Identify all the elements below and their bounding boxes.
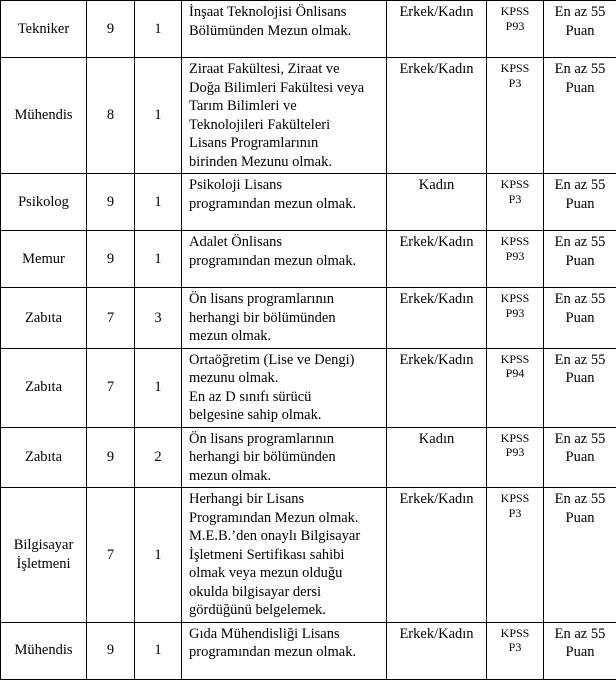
condition-line: programından mezun olmak.	[189, 195, 382, 214]
quota-value: 2	[154, 449, 161, 465]
gender-value: Erkek/Kadın	[399, 291, 473, 307]
kpss-cell	[487, 427, 544, 488]
table-row	[1, 348, 616, 427]
gender-cell	[387, 1, 487, 58]
quota-value: 1	[154, 194, 161, 210]
score-unit: Puan	[544, 22, 616, 41]
condition-line: Bölümünden Mezun olmak.	[189, 22, 382, 41]
score-cell	[544, 288, 616, 349]
position-title-cell	[1, 622, 87, 679]
condition-line: programından mezun olmak.	[189, 643, 382, 662]
position-title: Psikolog	[1, 193, 86, 212]
position-title: Mühendis	[1, 641, 86, 660]
score-value: En az 55	[544, 351, 616, 370]
quota-value: 1	[154, 379, 161, 395]
count-value: 9	[107, 449, 114, 465]
gender-value: Erkek/Kadın	[399, 61, 473, 77]
condition-cell	[182, 174, 387, 231]
score-cell	[544, 1, 616, 58]
gender-cell	[387, 288, 487, 349]
score-unit: Puan	[544, 369, 616, 388]
kpss-type: P93	[487, 249, 543, 264]
score-cell	[544, 488, 616, 623]
condition-line: En az D sınıfı sürücü	[189, 388, 382, 407]
condition-line: İnşaat Teknolojisi Önlisans	[189, 3, 382, 22]
table-row	[1, 622, 616, 679]
gender-value: Kadın	[419, 177, 454, 193]
quota-cell	[135, 58, 182, 174]
condition-cell	[182, 1, 387, 58]
kpss-label: KPSS	[487, 626, 543, 641]
kpss-type: P94	[487, 366, 543, 381]
count-cell	[87, 231, 135, 288]
count-value: 9	[107, 194, 114, 210]
condition-line: Adalet Önlisans	[189, 233, 382, 252]
kpss-type: P3	[487, 506, 543, 521]
table-row	[1, 231, 616, 288]
condition-line: Ön lisans programlarının	[189, 290, 382, 309]
position-title-cell	[1, 288, 87, 349]
kpss-label: KPSS	[487, 291, 543, 306]
score-cell	[544, 427, 616, 488]
score-value: En az 55	[544, 233, 616, 252]
score-value: En az 55	[544, 290, 616, 309]
condition-line: Ziraat Fakültesi, Ziraat ve	[189, 60, 382, 79]
quota-cell	[135, 348, 182, 427]
condition-cell	[182, 288, 387, 349]
score-cell	[544, 622, 616, 679]
count-value: 7	[107, 310, 114, 326]
quota-cell	[135, 1, 182, 58]
score-unit: Puan	[544, 79, 616, 98]
position-title: Mühendis	[1, 106, 86, 125]
score-unit: Puan	[544, 643, 616, 662]
count-cell	[87, 174, 135, 231]
condition-cell	[182, 427, 387, 488]
count-value: 9	[107, 251, 114, 267]
score-unit: Puan	[544, 195, 616, 214]
kpss-cell	[487, 58, 544, 174]
gender-cell	[387, 58, 487, 174]
position-title: Zabıta	[1, 309, 86, 328]
kpss-cell	[487, 622, 544, 679]
position-title: Zabıta	[1, 448, 86, 467]
position-title-cell	[1, 427, 87, 488]
quota-value: 1	[154, 642, 161, 658]
count-value: 7	[107, 547, 114, 563]
condition-line: Lisans Programlarının	[189, 134, 382, 153]
condition-line: Ön lisans programlarının	[189, 430, 382, 449]
condition-line: belgesine sahip olmak.	[189, 406, 382, 425]
score-value: En az 55	[544, 3, 616, 22]
condition-line: mezunu olmak.	[189, 369, 382, 388]
score-unit: Puan	[544, 309, 616, 328]
condition-line: Teknolojileri Fakülteleri	[189, 116, 382, 135]
condition-line: İşletmeni Sertifikası sahibi	[189, 546, 382, 565]
kpss-cell	[487, 488, 544, 623]
condition-line: gördüğünü belgelemek.	[189, 601, 382, 620]
condition-line: Programından Mezun olmak.	[189, 509, 382, 528]
condition-line: M.E.B.’den onaylı Bilgisayar	[189, 527, 382, 546]
condition-cell	[182, 58, 387, 174]
count-value: 8	[107, 107, 114, 123]
gender-cell	[387, 427, 487, 488]
kpss-type: P3	[487, 76, 543, 91]
positions-table-body	[1, 1, 616, 680]
position-title: Zabıta	[1, 378, 86, 397]
condition-line: okulda bilgisayar dersi	[189, 583, 382, 602]
position-title-cell	[1, 348, 87, 427]
score-unit: Puan	[544, 509, 616, 528]
position-title-line-2: İşletmeni	[1, 555, 86, 574]
gender-value: Erkek/Kadın	[399, 352, 473, 368]
kpss-label: KPSS	[487, 4, 543, 19]
kpss-label: KPSS	[487, 177, 543, 192]
gender-value: Erkek/Kadın	[399, 4, 473, 20]
score-cell	[544, 231, 616, 288]
kpss-cell	[487, 1, 544, 58]
count-cell	[87, 488, 135, 623]
score-value: En az 55	[544, 176, 616, 195]
condition-cell	[182, 488, 387, 623]
condition-line: Psikoloji Lisans	[189, 176, 382, 195]
score-cell	[544, 348, 616, 427]
count-cell	[87, 58, 135, 174]
condition-line: herhangi bir bölümünden	[189, 309, 382, 328]
count-value: 9	[107, 21, 114, 37]
table-row	[1, 1, 616, 58]
condition-line: birinden Mezunu olmak.	[189, 153, 382, 172]
kpss-label: KPSS	[487, 234, 543, 249]
kpss-label: KPSS	[487, 491, 543, 506]
condition-cell	[182, 348, 387, 427]
gender-value: Erkek/Kadın	[399, 626, 473, 642]
position-title-cell	[1, 488, 87, 623]
count-cell	[87, 288, 135, 349]
table-row	[1, 174, 616, 231]
condition-line: olmak veya mezun olduğu	[189, 564, 382, 583]
condition-line: Tarım Bilimleri ve	[189, 97, 382, 116]
table-row	[1, 427, 616, 488]
position-title: Memur	[1, 250, 86, 269]
quota-value: 1	[154, 21, 161, 37]
condition-cell	[182, 231, 387, 288]
kpss-type: P3	[487, 192, 543, 207]
position-title-cell	[1, 58, 87, 174]
quota-cell	[135, 288, 182, 349]
condition-line: programından mezun olmak.	[189, 252, 382, 271]
score-value: En az 55	[544, 430, 616, 449]
score-cell	[544, 174, 616, 231]
quota-cell	[135, 174, 182, 231]
quota-value: 1	[154, 547, 161, 563]
quota-cell	[135, 427, 182, 488]
quota-value: 3	[154, 310, 161, 326]
kpss-type: P3	[487, 640, 543, 655]
gender-cell	[387, 174, 487, 231]
kpss-cell	[487, 174, 544, 231]
kpss-cell	[487, 348, 544, 427]
gender-value: Erkek/Kadın	[399, 491, 473, 507]
table-row	[1, 58, 616, 174]
condition-line: Herhangi bir Lisans	[189, 490, 382, 509]
table-row	[1, 488, 616, 623]
condition-line: Doğa Bilimleri Fakültesi veya	[189, 79, 382, 98]
count-cell	[87, 427, 135, 488]
score-value: En az 55	[544, 490, 616, 509]
kpss-type: P93	[487, 445, 543, 460]
gender-value: Erkek/Kadın	[399, 234, 473, 250]
score-value: En az 55	[544, 625, 616, 644]
condition-line: mezun olmak.	[189, 327, 382, 346]
kpss-label: KPSS	[487, 352, 543, 367]
position-title-cell	[1, 174, 87, 231]
quota-cell	[135, 231, 182, 288]
count-value: 7	[107, 379, 114, 395]
gender-cell	[387, 622, 487, 679]
position-title: Tekniker	[1, 20, 86, 39]
gender-cell	[387, 348, 487, 427]
quota-cell	[135, 488, 182, 623]
kpss-cell	[487, 288, 544, 349]
condition-line: Ortaöğretim (Lise ve Dengi)	[189, 351, 382, 370]
condition-line: Gıda Mühendisliği Lisans	[189, 625, 382, 644]
position-title-cell	[1, 1, 87, 58]
score-unit: Puan	[544, 448, 616, 467]
kpss-cell	[487, 231, 544, 288]
gender-cell	[387, 488, 487, 623]
kpss-label: KPSS	[487, 61, 543, 76]
count-cell	[87, 348, 135, 427]
score-unit: Puan	[544, 252, 616, 271]
count-value: 9	[107, 642, 114, 658]
kpss-type: P93	[487, 306, 543, 321]
quota-value: 1	[154, 107, 161, 123]
kpss-label: KPSS	[487, 431, 543, 446]
count-cell	[87, 1, 135, 58]
count-cell	[87, 622, 135, 679]
condition-line: mezun olmak.	[189, 467, 382, 486]
table-row	[1, 288, 616, 349]
quota-value: 1	[154, 251, 161, 267]
score-value: En az 55	[544, 60, 616, 79]
condition-cell	[182, 622, 387, 679]
kpss-type: P93	[487, 19, 543, 34]
quota-cell	[135, 622, 182, 679]
position-title: Bilgisayar	[1, 536, 86, 555]
gender-cell	[387, 231, 487, 288]
score-cell	[544, 58, 616, 174]
condition-line: herhangi bir bölümünden	[189, 448, 382, 467]
gender-value: Kadın	[419, 431, 454, 447]
position-title-cell	[1, 231, 87, 288]
